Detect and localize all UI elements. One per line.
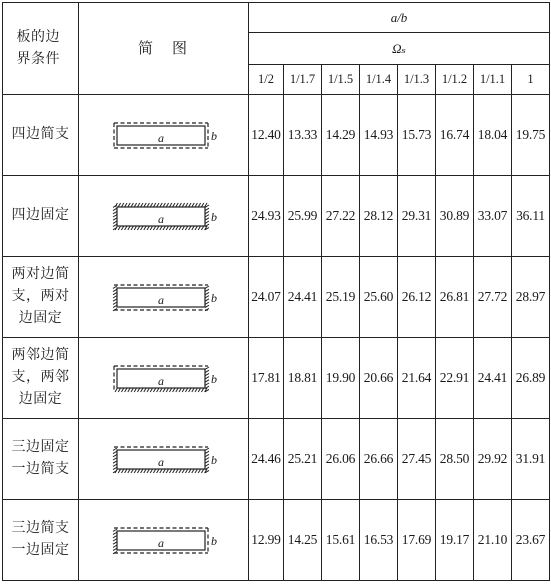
edge-bottom-fixed [115, 388, 207, 392]
row-value-0: 24.07 [249, 257, 284, 338]
table-row [3, 338, 550, 419]
header-sketch: 简 图 [79, 3, 249, 95]
plate-sketch-0 [109, 118, 219, 152]
row-sketch [79, 95, 249, 176]
row-value-6: 21.10 [474, 500, 512, 581]
header-ratio-7: 1 [512, 65, 550, 95]
header-condition [3, 3, 79, 95]
row-sketch [79, 419, 249, 500]
row-value-6: 18.04 [474, 95, 512, 176]
row-sketch [79, 176, 249, 257]
row-condition [3, 419, 79, 500]
row-value-3: 25.60 [360, 257, 398, 338]
row-condition [3, 95, 79, 176]
row-value-5: 16.74 [436, 95, 474, 176]
header-ratio-5: 1/1.2 [436, 65, 474, 95]
header-condition-text: 板的边界条件 [16, 29, 60, 67]
row-value-1: 14.25 [284, 500, 322, 581]
plate-sketch-5 [109, 523, 219, 557]
row-condition [3, 338, 79, 419]
edge-top-fixed [115, 203, 207, 207]
row-condition [3, 500, 79, 581]
table-row [3, 95, 550, 176]
plate-sketch-4 [109, 442, 219, 476]
row-value-4: 15.73 [398, 95, 436, 176]
row-condition [3, 176, 79, 257]
row-value-2: 25.19 [322, 257, 360, 338]
row-value-3: 26.66 [360, 419, 398, 500]
row-value-7: 31.91 [512, 419, 550, 500]
row-value-2: 27.22 [322, 176, 360, 257]
row-value-7: 28.97 [512, 257, 550, 338]
sketch-label-b: b [210, 453, 217, 467]
sketch-label-a: a [157, 455, 164, 469]
row-condition-text: 两对边简支，两对边固定 [11, 267, 70, 326]
header-ratio-2: 1/1.5 [322, 65, 360, 95]
plate-coefficient-table [2, 2, 550, 581]
sketch-label-b: b [210, 372, 217, 386]
header-omega-label: Ωₛ [249, 33, 550, 65]
sketch-label-b: b [210, 129, 217, 143]
row-value-5: 28.50 [436, 419, 474, 500]
row-value-0: 12.40 [249, 95, 284, 176]
header-ratio-label: a/b [249, 3, 550, 33]
row-condition-text: 两邻边简支，两邻边固定 [11, 348, 70, 407]
row-condition-text: 三边固定一边简支 [11, 440, 70, 477]
row-value-0: 24.46 [249, 419, 284, 500]
row-value-1: 25.99 [284, 176, 322, 257]
header-ratio-3: 1/1.4 [360, 65, 398, 95]
row-value-5: 22.91 [436, 338, 474, 419]
header-ratio-4: 1/1.3 [398, 65, 436, 95]
row-sketch [79, 338, 249, 419]
row-value-7: 23.67 [512, 500, 550, 581]
header-ratio-0: 1/2 [249, 65, 284, 95]
sketch-label-b: b [210, 291, 217, 305]
row-value-2: 19.90 [322, 338, 360, 419]
header-condition-line1 [17, 27, 65, 71]
header-ratio-6: 1/1.1 [474, 65, 512, 95]
row-value-1: 24.41 [284, 257, 322, 338]
sketch-label-a: a [157, 374, 164, 388]
edge-right-fixed [205, 286, 209, 311]
row-value-1: 18.81 [284, 338, 322, 419]
row-value-4: 21.64 [398, 338, 436, 419]
row-value-4: 17.69 [398, 500, 436, 581]
row-value-0: 17.81 [249, 338, 284, 419]
row-value-6: 24.41 [474, 338, 512, 419]
row-sketch [79, 257, 249, 338]
sketch-label-a: a [157, 293, 164, 307]
row-value-0: 12.99 [249, 500, 284, 581]
sketch-label-a: a [157, 131, 164, 145]
row-value-3: 16.53 [360, 500, 398, 581]
row-value-1: 13.33 [284, 95, 322, 176]
table-body [3, 95, 550, 581]
row-value-5: 30.89 [436, 176, 474, 257]
row-value-0: 24.93 [249, 176, 284, 257]
row-value-7: 36.11 [512, 176, 550, 257]
row-value-6: 33.07 [474, 176, 512, 257]
sketch-label-a: a [157, 536, 164, 550]
row-condition-text: 三边简支一边固定 [11, 521, 70, 558]
row-value-2: 14.29 [322, 95, 360, 176]
row-value-3: 28.12 [360, 176, 398, 257]
row-value-6: 29.92 [474, 419, 512, 500]
table-row [3, 500, 550, 581]
table-header [3, 3, 550, 95]
edge-bottom-fixed [115, 226, 207, 230]
row-value-2: 15.61 [322, 500, 360, 581]
row-condition-text: 四边固定 [11, 208, 70, 223]
plate-sketch-2 [109, 280, 219, 314]
row-value-7: 26.89 [512, 338, 550, 419]
plate-sketch-1 [109, 199, 219, 233]
sketch-label-a: a [157, 212, 164, 226]
row-value-3: 14.93 [360, 95, 398, 176]
row-value-4: 27.45 [398, 419, 436, 500]
row-value-2: 26.06 [322, 419, 360, 500]
row-value-7: 19.75 [512, 95, 550, 176]
header-ratio-1: 1/1.7 [284, 65, 322, 95]
row-value-4: 26.12 [398, 257, 436, 338]
table-row [3, 419, 550, 500]
sketch-label-b: b [210, 210, 217, 224]
edge-bottom-fixed [115, 469, 207, 473]
row-condition [3, 257, 79, 338]
plate-sketch-3 [109, 361, 219, 395]
row-value-1: 25.21 [284, 419, 322, 500]
sketch-label-b: b [210, 534, 217, 548]
row-value-5: 26.81 [436, 257, 474, 338]
row-sketch [79, 500, 249, 581]
table-row [3, 176, 550, 257]
row-condition-text: 四边简支 [11, 127, 70, 142]
row-value-3: 20.66 [360, 338, 398, 419]
table-row [3, 257, 550, 338]
row-value-4: 29.31 [398, 176, 436, 257]
row-value-5: 19.17 [436, 500, 474, 581]
row-value-6: 27.72 [474, 257, 512, 338]
